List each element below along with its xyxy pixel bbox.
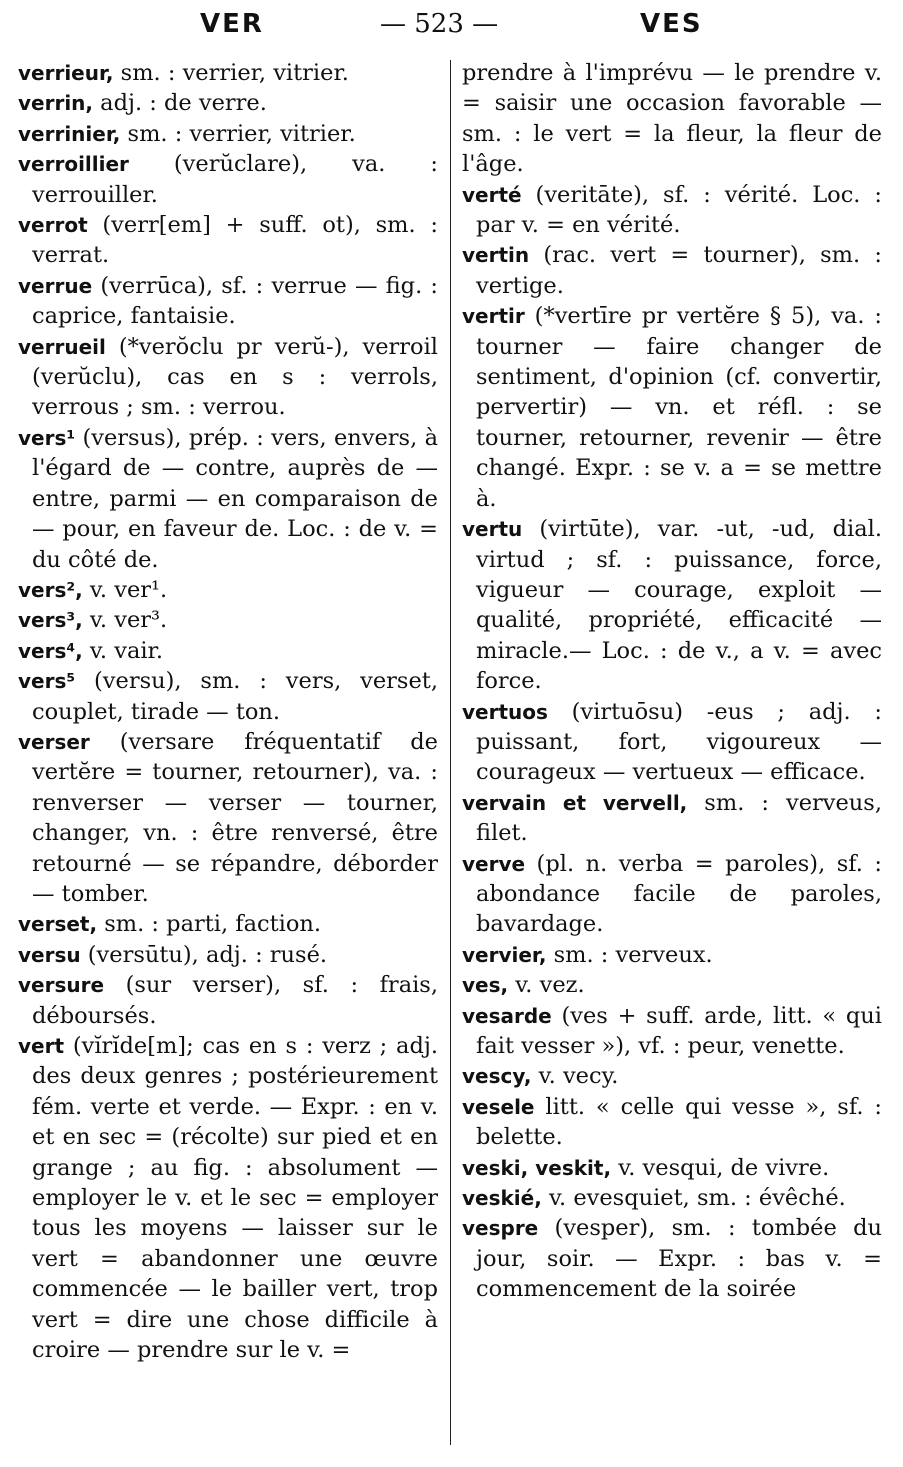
headword: vervier,: [462, 942, 547, 967]
headword: vers⁴,: [18, 638, 83, 663]
dictionary-entry: [18, 210, 438, 271]
headword: verté: [462, 182, 522, 207]
dictionary-entry: [462, 1183, 882, 1213]
entry-definition: sm. : verrier, vitrier.: [120, 120, 356, 147]
entry-definition: v. ver¹.: [82, 576, 168, 603]
dictionary-entry: [18, 909, 438, 939]
entry-definition: (*verŏclu pr verŭ-), verroil (verŭclu), cas en s : verrols, verrous ; sm. : verrou.: [32, 333, 438, 421]
entry-definition: (rac. vert = tourner), sm. : vertige.: [476, 242, 882, 299]
dictionary-entry: [18, 666, 438, 727]
dictionary-entry: [18, 970, 438, 1031]
headword: vertu: [462, 517, 523, 542]
headword: vervain et vervell,: [462, 790, 688, 815]
entry-definition: v. vecy.: [531, 1063, 619, 1090]
entry-definition: sm. : verveus, filet.: [476, 789, 882, 847]
entry-definition: sm. : parti, faction.: [97, 911, 322, 938]
headword: veskié,: [462, 1186, 542, 1211]
headword: verrot: [18, 213, 88, 238]
headword: vertir: [462, 304, 525, 329]
dictionary-entry: [18, 58, 438, 88]
headword: verser: [18, 729, 90, 754]
dictionary-entry: [462, 240, 882, 301]
entry-definition: (versare fréquentatif de vertĕre = tourner, retourner), va. : renverser — verser — tourner, changer, vn. : être renversé, être retourné — se répandre, déborder — tomber.: [32, 728, 438, 907]
entry-definition: (versus), prép. : vers, envers, à l'égard de — contre, auprès de — entre, parmi — en comparaison de — pour, en faveur de. Loc. : de v. = du côté de.: [32, 424, 438, 573]
headword: ves,: [462, 973, 509, 998]
page-header: [0, 6, 903, 42]
entry-definition: (versūtu), adj. : rusé.: [80, 941, 328, 968]
headword: versure: [18, 973, 105, 998]
headword: verrieur,: [18, 61, 114, 85]
dictionary-entry: [18, 636, 438, 666]
headword: veski, veskit,: [462, 1155, 612, 1180]
entry-definition: (vesper), sm. : tombée du jour, soir. — Expr. : bas v. = commencement de la soirée: [476, 1215, 882, 1303]
dictionary-entry: [18, 423, 438, 575]
headword: verset,: [18, 912, 98, 937]
dictionary-entry: [18, 271, 438, 332]
headword: vers³,: [18, 608, 83, 633]
headword: vers¹: [18, 425, 76, 450]
dictionary-entry: [18, 575, 438, 605]
dictionary-entry: [18, 940, 438, 970]
page-number: — 523 —: [380, 9, 499, 39]
dictionary-entry: [462, 788, 882, 849]
running-head-right: VES: [640, 9, 703, 39]
right-column: [462, 58, 882, 1448]
running-head-left: VER: [200, 9, 264, 39]
headword: verrueil: [18, 334, 106, 359]
entry-definition: (vĭrĭde[m]; cas en s : verz ; adj. des deux genres ; postérieurement fém. verte et verde. — Expr. : en v. et en sec = (récolte) sur pied et en grange ; au fig. : absolument — employer le v. et le sec = employer tous les moyens — laisser sur le vert = abandonner une œuvre commencée — le bailler vert, trop vert = dire une chose difficile à croire — prendre sur le v. =: [32, 1033, 438, 1364]
headword: verrin,: [18, 91, 94, 116]
dictionary-entry: [462, 301, 882, 514]
headword: verroillier: [18, 152, 129, 177]
dictionary-entry: [18, 1031, 438, 1365]
entry-definition: adj. : de verre.: [93, 90, 267, 117]
dictionary-entry: [462, 970, 882, 1000]
headword: verrue: [18, 273, 93, 298]
dictionary-entry: [462, 697, 882, 788]
entry-definition: (verŭclare), va. : verrouiller.: [32, 151, 438, 208]
headword: vesarde: [462, 1003, 552, 1028]
entry-definition: (ves + suff. arde, litt. « qui fait vesser »), vf. : peur, venette.: [476, 1002, 882, 1059]
entry-definition: v. vez.: [508, 972, 585, 999]
headword: vers²,: [18, 577, 83, 602]
entry-definition: prendre à l'imprévu — le prendre v. = saisir une occasion favorable — sm. : le vert = la fleur, la fleur de l'âge.: [462, 60, 882, 178]
entry-definition: v. ver³.: [82, 607, 168, 634]
dictionary-entry: [462, 1092, 882, 1153]
dictionary-entry: [462, 849, 882, 940]
entry-definition: (verr[em] + suff. ot), sm. : verrat.: [32, 212, 438, 269]
entry-definition: (veritāte), sf. : vérité. Loc. : par v. = en vérité.: [476, 181, 882, 239]
dictionary-entry: [462, 180, 882, 241]
entry-definition: v. evesquiet, sm. : évêché.: [541, 1185, 846, 1212]
entry-definition: (pl. n. verba = paroles), sf. : abondance facile de paroles, bavardage.: [476, 850, 882, 938]
entry-definition: (versu), sm. : vers, verset, couplet, tirade — ton.: [32, 668, 438, 725]
entry-definition: sm. : verrier, vitrier.: [113, 60, 349, 86]
entry-definition: v. vesqui, de vivre.: [611, 1154, 830, 1181]
headword: vert: [18, 1034, 65, 1058]
left-column: [18, 58, 438, 1448]
dictionary-entry: [462, 1153, 882, 1183]
headword: vescy,: [462, 1064, 532, 1089]
entry-definition: sm. : verveux.: [546, 941, 713, 968]
dictionary-entry: [18, 605, 438, 635]
headword: verrinier,: [18, 121, 121, 146]
dictionary-entry: [18, 119, 438, 149]
headword: vertin: [462, 243, 530, 268]
dictionary-entry: [18, 88, 438, 118]
dictionary-entry: [462, 1213, 882, 1304]
headword: verve: [462, 851, 526, 876]
entry-definition: (virtuōsu) -eus ; adj. : puissant, fort, vigoureux — courageux — vertueux — efficace.: [476, 698, 882, 786]
entry-definition: v. vair.: [82, 637, 163, 664]
dictionary-entry: [462, 514, 882, 696]
dictionary-entry: [462, 1001, 882, 1062]
headword: vespre: [462, 1216, 539, 1241]
dictionary-entry: [462, 940, 882, 970]
headword: vertuos: [462, 699, 548, 724]
dictionary-entry: [18, 149, 438, 210]
entry-definition: (verrūca), sf. : verrue — fig. : caprice, fantaisie.: [32, 272, 438, 330]
entry-definition: litt. « celle qui vesse », sf. : belette.: [476, 1093, 882, 1151]
entry-definition: (sur verser), sf. : frais, déboursés.: [32, 972, 438, 1029]
headword: vesele: [462, 1094, 535, 1119]
headword: versu: [18, 942, 81, 967]
dictionary-entry: [18, 727, 438, 909]
headword: vers⁵: [18, 669, 76, 694]
entry-definition: (virtūte), var. -ut, -ud, dial. virtud ; sf. : puissance, force, vigueur — courage, exploit — qualité, propriété, efficacité — miracle.— Loc. : de v., a v. = avec force.: [476, 516, 882, 695]
dictionary-entry: [18, 332, 438, 423]
dictionary-entry: [462, 1061, 882, 1091]
dictionary-entry: [462, 58, 882, 180]
entry-definition: (*vertīre pr vertĕre § 5), va. : tourner — faire changer de sentiment, d'opinion (cf. convertir, pervertir) — vn. et réfl. : se tourner, retourner, revenir — être changé. Expr. : se v. a = se mettre à.: [476, 303, 882, 512]
column-divider: [450, 60, 451, 1445]
